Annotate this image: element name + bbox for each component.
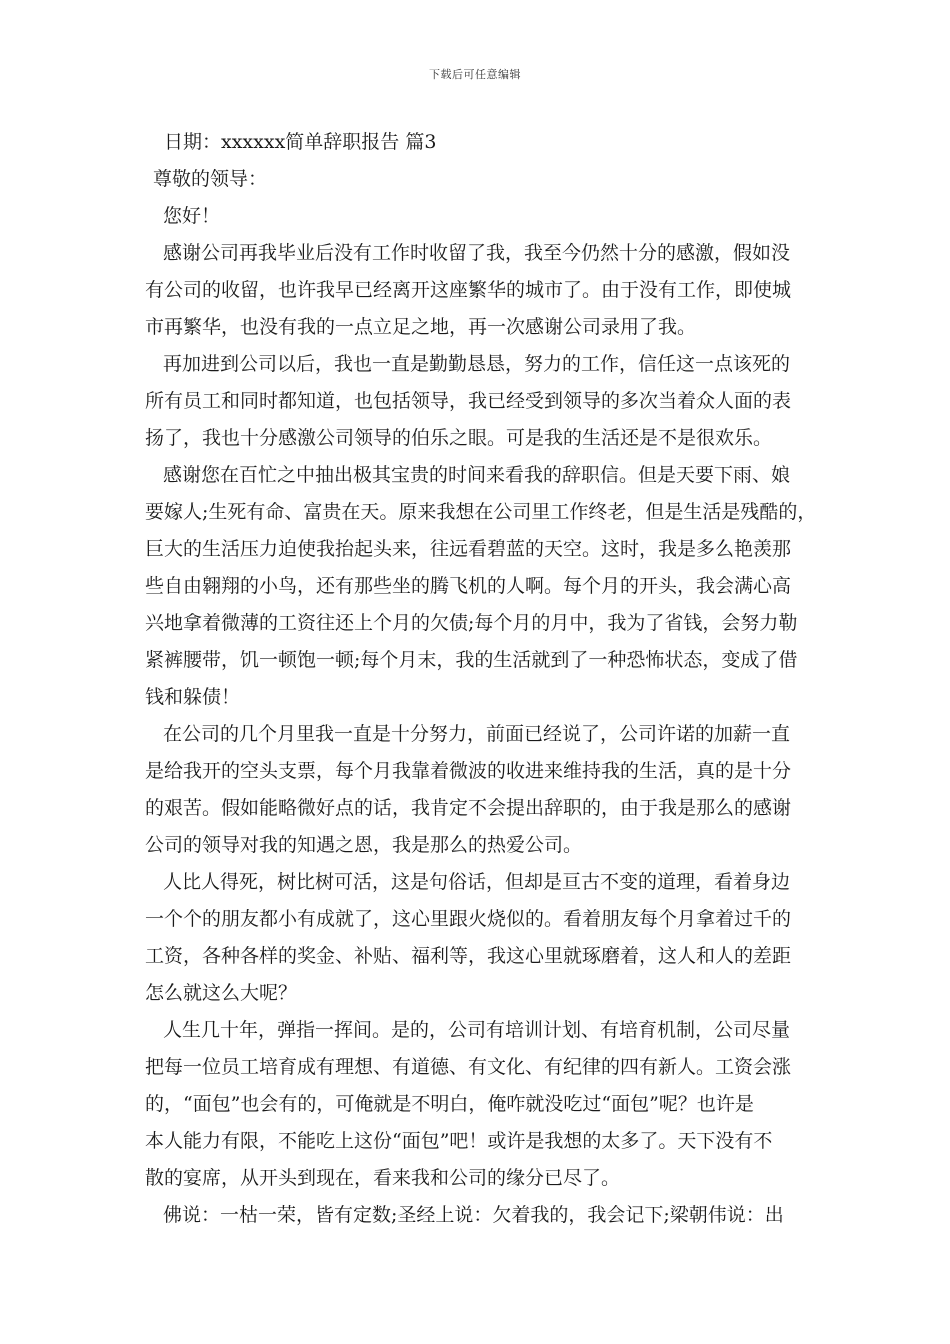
paragraph — [145, 1012, 809, 1197]
paragraph-line: 怎么就这么大呢？ — [145, 982, 298, 1004]
paragraph-line: 佛说：一枯一荣，皆有定数;圣经上说：欠着我的，我会记下;梁朝伟说：出 — [163, 1204, 784, 1226]
letter-body — [145, 124, 817, 1234]
paragraph-line: 再加进到公司以后，我也一直是勤勤恳恳，努力的工作，信任这一点该死的 — [163, 353, 791, 375]
paragraph-line: 的，“面包”也会有的，可俺就是不明白，俺咋就没吃过“面包”呢？也许是 — [145, 1093, 754, 1115]
paragraph-line: 紧裤腰带，饥一顿饱一顿;每个月末，我的生活就到了一种恐怖状态，变成了借 — [145, 649, 798, 671]
paragraph-line: 有公司的收留，也许我早已经离开这座繁华的城市了。由于没有工作，即使城 — [145, 279, 792, 301]
paragraph-line: 市再繁华，也没有我的一点立足之地，再一次感谢公司录用了我。 — [145, 316, 697, 338]
paragraph-line: 所有员工和同时都知道，也包括领导，我已经受到领导的多次当着众人面的表 — [145, 390, 792, 412]
paragraph-line: 要嫁人;生死有命、富贵在天。原来我想在公司里工作终老，但是生活是残酷的， — [145, 501, 817, 523]
paragraph — [145, 864, 809, 1012]
paragraph-line: 人生几十年，弹指一挥间。是的，公司有培训计划、有培育机制，公司尽量 — [163, 1019, 791, 1041]
paragraph-line: 一个个的朋友都小有成就了，这心里跟火烧似的。看着朋友每个月拿着过千的 — [145, 908, 792, 930]
page-header-note: 下载后可任意编辑 — [429, 68, 521, 81]
paragraph-line: 兴地拿着微薄的工资往还上个月的欠债;每个月的月中，我为了省钱，会努力勒 — [145, 612, 798, 634]
paragraph-line: 巨大的生活压力迫使我抬起头来，往远看碧蓝的天空。这时，我是多么艳羡那 — [145, 538, 792, 560]
paragraph-line: 是给我开的空头支票，每个月我靠着微波的收进来维持我的生活，真的是十分 — [145, 760, 792, 782]
greeting: 您好！ — [163, 205, 221, 227]
paragraph-line: 工资，各种各样的奖金、补贴、福利等，我这心里就琢磨着，这人和人的差距 — [145, 945, 792, 967]
paragraph-line: 感谢您在百忙之中抽出极其宝贵的时间来看我的辞职信。但是天要下雨、娘 — [163, 464, 791, 486]
salutation: 尊敬的领导： — [153, 168, 268, 190]
paragraph — [145, 346, 809, 457]
paragraph-line: 钱和躲债！ — [145, 686, 241, 708]
title-line: 日期：xxxxxx简单辞职报告 篇3 — [164, 131, 437, 153]
paragraph-line: 感谢公司再我毕业后没有工作时收留了我，我至今仍然十分的感激，假如没 — [163, 242, 791, 264]
paragraph — [145, 235, 809, 346]
paragraph-line: 扬了，我也十分感激公司领导的伯乐之眼。可是我的生活还是不是很欢乐。 — [145, 427, 773, 449]
paragraph-line: 些自由翱翔的小鸟，还有那些坐的腾飞机的人啊。每个月的开头，我会满心高 — [145, 575, 792, 597]
paragraph — [145, 1197, 809, 1234]
paragraph — [145, 457, 817, 716]
paragraph-line: 在公司的几个月里我一直是十分努力，前面已经说了，公司许诺的加薪一直 — [163, 723, 791, 745]
paragraph-line: 人比人得死，树比树可活，这是句俗话，但却是亘古不变的道理，看着身边 — [163, 871, 791, 893]
paragraph — [145, 716, 809, 864]
paragraph-line: 的艰苦。假如能略微好点的话，我肯定不会提出辞职的，由于我是那么的感谢 — [145, 797, 792, 819]
paragraph-line: 散的宴席，从开头到现在，看来我和公司的缘分已尽了。 — [145, 1167, 621, 1189]
paragraph-line: 本人能力有限，不能吃上这份“面包”吧！或许是我想的太多了。天下没有不 — [145, 1130, 773, 1152]
paragraph-line: 公司的领导对我的知遇之恩，我是那么的热爱公司。 — [145, 834, 583, 856]
paragraph-line: 把每一位员工培育成有理想、有道德、有文化、有纪律的四有新人。工资会涨 — [145, 1056, 792, 1078]
